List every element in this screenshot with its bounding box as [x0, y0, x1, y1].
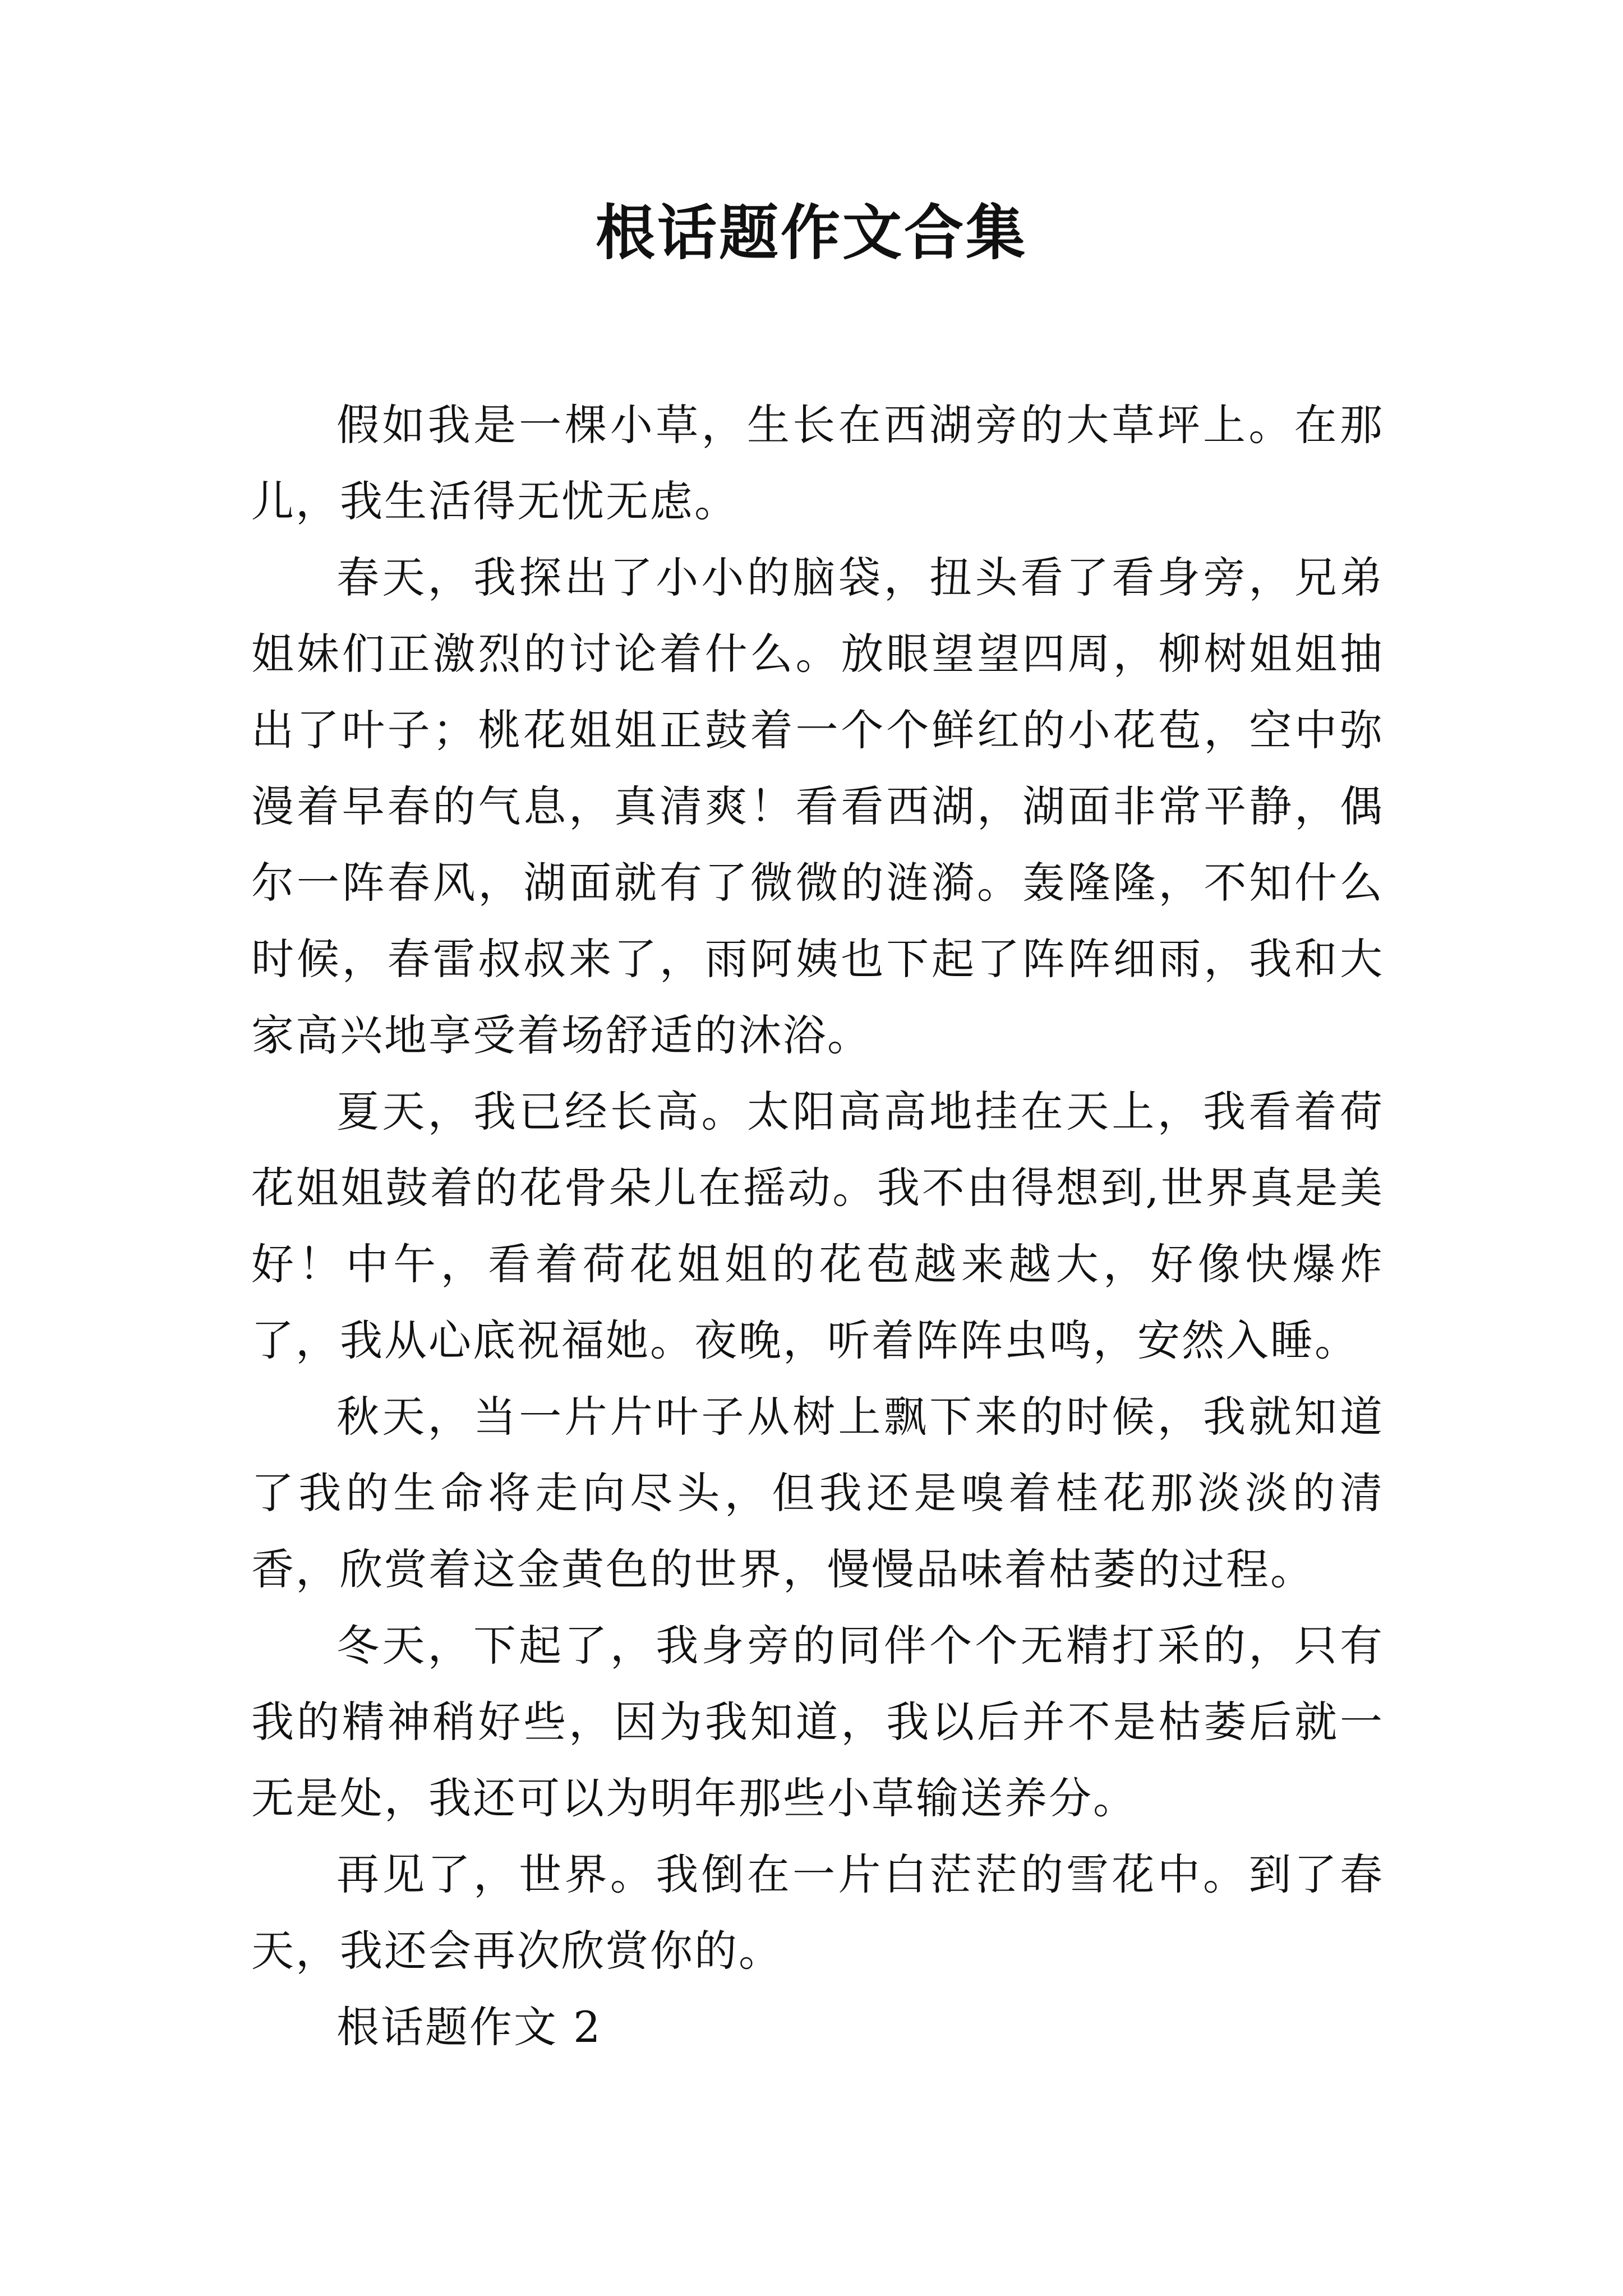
- paragraph-autumn: 秋天，当一片片叶子从树上飘下来的时候，我就知道了我的生命将走向尽头，但我还是嗅着桂花那淡淡的清香，欣赏着这金黄色的世界，慢慢品味着枯萎的过程。: [251, 1392, 1384, 1594]
- paragraph-farewell: 再见了，世界。我倒在一片白茫茫的雪花中。到了春天，我还会再次欣赏你的。: [251, 1849, 1384, 1976]
- paragraph-intro: 假如我是一棵小草，生长在西湖旁的大草坪上。在那儿，我生活得无忧无虑。: [251, 400, 1384, 526]
- section-heading-essay-2: 根话题作文 2: [336, 2002, 602, 2052]
- paragraph-winter: 冬天，下起了，我身旁的同伴个个无精打采的，只有我的精神稍好些，因为我知道，我以后并不是枯萎后就一无是处，我还可以为明年那些小草输送养分。: [251, 1621, 1384, 1823]
- document-title: 根话题作文合集: [596, 197, 1027, 268]
- paragraph-summer: 夏天，我已经长高。太阳高高地挂在天上，我看着荷花姐姐鼓着的花骨朵儿在摇动。我不由得想到,世界真是美好！中午，看着荷花姐姐的花苞越来越大，好像快爆炸了，我从心底祝福她。夜晚，听着阵阵虫鸣，安然入睡。: [251, 1087, 1384, 1365]
- paragraph-spring: 春天，我探出了小小的脑袋，扭头看了看身旁，兄弟姐妹们正激烈的讨论着什么。放眼望望四周，柳树姐姐抽出了叶子；桃花姐姐正鼓着一个个鲜红的小花苞，空中弥漫着早春的气息，真清爽！看看西湖，湖面非常平静，偶尔一阵春风，湖面就有了微微的涟漪。轰隆隆，不知什么时候，春雷叔叔来了，雨阿姨也下起了阵阵细雨，我和大家高兴地享受着场舒适的沐浴。: [251, 553, 1384, 1060]
- document-body: [251, 387, 1384, 2065]
